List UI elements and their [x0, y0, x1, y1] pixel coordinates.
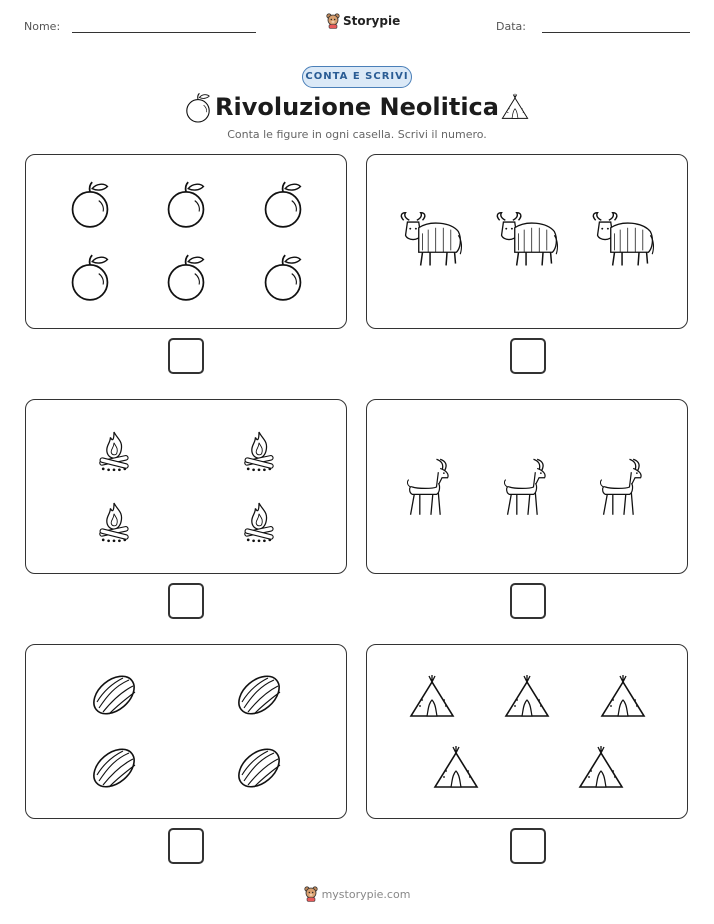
seed-icon — [234, 745, 284, 791]
campfire-icon — [241, 498, 277, 544]
yak-icon — [398, 210, 464, 270]
brand-name: Storypie — [343, 14, 401, 28]
date-label: Data: — [496, 20, 526, 33]
counting-box-seeds — [25, 644, 347, 819]
name-field[interactable] — [72, 32, 256, 33]
counting-box-campfires — [25, 399, 347, 574]
answer-box-yaks[interactable] — [510, 338, 546, 374]
teepee-icon — [500, 92, 530, 122]
bear-mascot-icon — [326, 13, 340, 29]
answer-box-teepees[interactable] — [510, 828, 546, 864]
campfire-icon — [241, 427, 277, 473]
apple-icon — [68, 181, 112, 229]
bear-mascot-icon — [304, 886, 318, 902]
footer-site: mystorypie.com — [321, 887, 411, 901]
gazelle-icon — [502, 456, 552, 518]
date-field[interactable] — [542, 32, 690, 33]
activity-badge: CONTA E SCRIVI — [302, 66, 412, 88]
teepee-icon — [598, 674, 648, 720]
apple-icon — [68, 254, 112, 302]
teepee-icon — [431, 745, 481, 791]
campfire-icon — [96, 498, 132, 544]
gazelle-icon — [405, 456, 455, 518]
page-title: Rivoluzione Neolitica — [215, 93, 499, 121]
campfire-icon — [96, 427, 132, 473]
footer — [0, 886, 714, 902]
counting-box-teepees — [366, 644, 688, 819]
teepee-icon — [502, 674, 552, 720]
yak-icon — [494, 210, 560, 270]
apple-icon — [164, 254, 208, 302]
answer-box-seeds[interactable] — [168, 828, 204, 864]
teepee-icon — [576, 745, 626, 791]
apple-icon — [261, 181, 305, 229]
apple-icon — [261, 254, 305, 302]
answer-box-apples[interactable] — [168, 338, 204, 374]
yak-icon — [590, 210, 656, 270]
apple-icon — [164, 181, 208, 229]
brand-logo — [326, 13, 400, 29]
seed-icon — [89, 672, 139, 718]
seed-icon — [234, 672, 284, 718]
answer-box-campfires[interactable] — [168, 583, 204, 619]
answer-box-gazelles[interactable] — [510, 583, 546, 619]
instruction-text: Conta le figure in ogni casella. Scrivi il numero. — [227, 128, 487, 141]
teepee-icon — [407, 674, 457, 720]
seed-icon — [89, 745, 139, 791]
name-label: Nome: — [24, 20, 61, 33]
gazelle-icon — [598, 456, 648, 518]
